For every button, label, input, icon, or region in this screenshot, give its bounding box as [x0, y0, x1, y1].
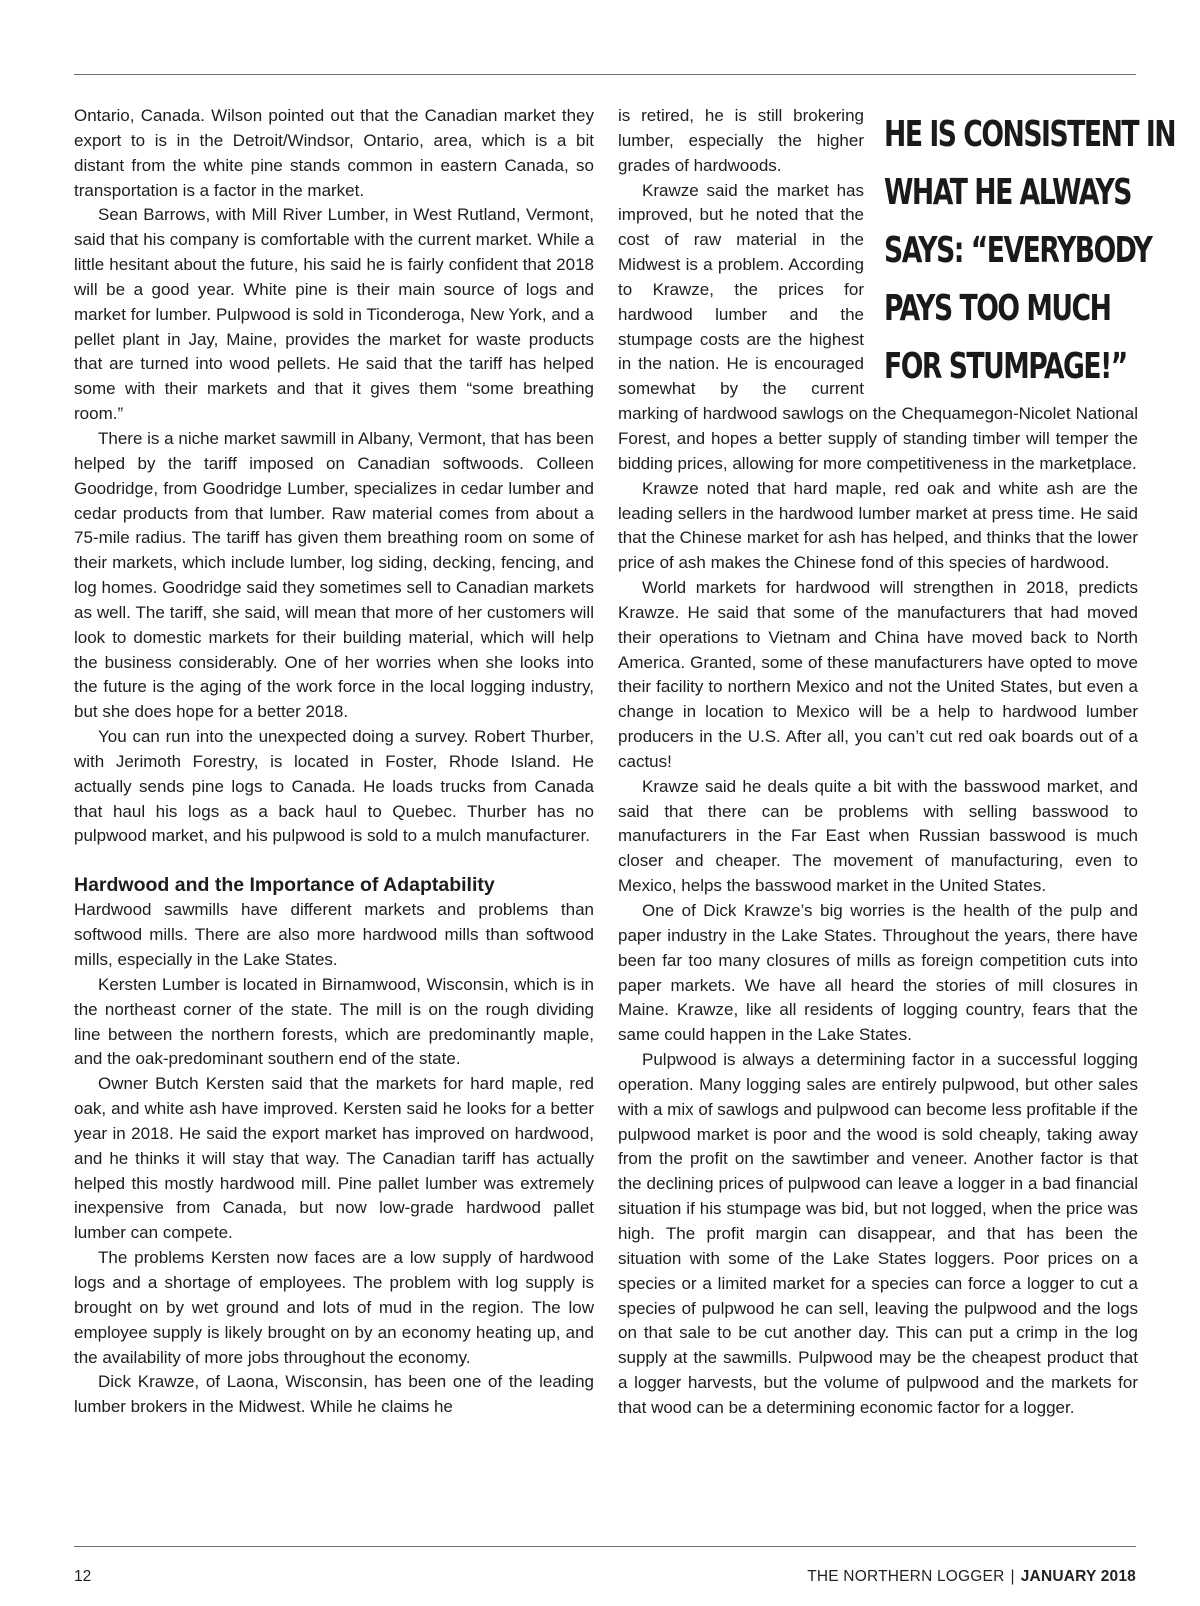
body-paragraph: Kersten Lumber is located in Birnamwood, Wisconsin, which is in the northeast corner of the state. The mill is on the rough dividing line between the northern forests, which are predominantly maple, and the oak-predominant southern end of the state. [74, 974, 594, 1069]
body-paragraph: One of Dick Krawze’s big worries is the health of the pulp and paper industry in the Lake States. Throughout the years, there have been far too many closures of mills as foreign competition cuts into paper markets. We have all heard the stories of mill closures in Maine. Krawze, like all residents of logging country, fears that the same could happen in the Lake States. [618, 901, 1138, 1045]
pull-quote-line: PAYS TOO MUCH [884, 288, 1111, 329]
right-column [618, 104, 1176, 1421]
running-footer [807, 1568, 1136, 1586]
pull-quote-line: SAYS: “EVERYBODY [884, 230, 1152, 271]
body-paragraph: Sean Barrows, with Mill River Lumber, in West Rutland, Vermont, said that his company is comfortable with the current market. While a little hesitant about the future, his said he is fairly confident that 2018 will be a good year. White pine is their main source of logs and market for lumber. Pulpwood is sold in Ticonderoga, New York, and a pellet plant in Jay, Maine, provides the market for waste products that are turned into wood pellets. He said that the tariff has helped some with their markets and that it gives them “some breathing room.” [74, 205, 594, 424]
page-number: 12 [74, 1568, 92, 1585]
body-paragraph: Pulpwood is always a determining factor in a successful logging operation. Many logging sales are entirely pulpwood, but other sales with a mix of sawlogs and pulpwood can become less profitable if the pulpwood market is poor and the wood is sold cheaply, taking away from the profit on the sawtimber and veneer. Another factor is that the declining prices of pulpwood can leave a logger in a bad financial situation if his stumpage was bid, but not logged, when the price was high. The profit margin can disappear, and that has been the situation with some of the Lake States loggers. Poor prices on a species or a limited market for a species can force a logger to cut a species of pulpwood he can sell, leaving the pulpwood and the logs on that sale to be cut another day. This can put a crimp in the log supply at the sawmills. Pulpwood may be the cheapest product that a logger harvests, but the volume of pulpwood and the markets for that wood can be a determining economic factor for a logger. [618, 1050, 1138, 1417]
body-paragraph: Krawze noted that hard maple, red oak and white ash are the leading sellers in the hardwood lumber market at press time. He said that the Chinese market for ash has helped, and thinks that the lower price of ash makes the Chinese fond of this species of hardwood. [618, 478, 1138, 573]
body-paragraph: is retired, he is still brokering lumber, especially the higher grades of hardwoods. [618, 106, 864, 175]
issue-date: JANUARY 2018 [1020, 1568, 1136, 1585]
body-paragraph: Owner Butch Kersten said that the markets for hard maple, red oak, and white ash have improved. Kersten said he looks for a better year in 2018. He said the export market has improved on hardwood, and he thinks it will stay that way. The Canadian tariff has actually helped this mostly hardwood mill. Pine pallet lumber was extremely inexpensive from Canada, but now low-grade hardwood pallet lumber can compete. [74, 1074, 594, 1243]
body-paragraph: There is a niche market sawmill in Albany, Vermont, that has been helped by the tariff imposed on Canadian softwoods. Colleen Goodridge, from Goodridge Lumber, specializes in cedar lumber and cedar products from that lumber. Raw material comes from about a 75-mile radius. The tariff has given them breathing room on some of their markets, which include lumber, log siding, decking, fencing, and log homes. Goodridge said they sometimes sell to Canadian markets as well. The tariff, she said, will mean that more of her customers will look to domestic markets for their building material, which will help the business considerably. One of her worries when she looks into the future is the aging of the work force in the local logging industry, but she does hope for a better 2018. [74, 428, 594, 722]
pull-quote-line: FOR STUMPAGE!” [884, 346, 1127, 387]
left-column [74, 104, 594, 1420]
pull-quote-line: WHAT HE ALWAYS [884, 172, 1131, 213]
body-paragraph: Hardwood sawmills have different markets and problems than softwood mills. There are also more hardwood mills than softwood mills, especially in the Lake States. [74, 900, 594, 969]
body-paragraph: The problems Kersten now faces are a low supply of hardwood logs and a shortage of employees. The problem with log supply is brought on by wet ground and lots of mud in the region. The low employee supply is likely brought on by an economy heating up, and the availability of more jobs throughout the economy. [74, 1248, 594, 1367]
body-paragraph: Ontario, Canada. Wilson pointed out that the Canadian market they export to is in the Detroit/Windsor, Ontario, area, which is a bit distant from the white pine stands common in eastern Canada, so transportation is a factor in the market. [74, 106, 594, 200]
bottom-rule [74, 1546, 1136, 1547]
body-paragraph: Dick Krawze, of Laona, Wisconsin, has been one of the leading lumber brokers in the Midwest. While he claims he [74, 1372, 594, 1417]
body-paragraph: World markets for hardwood will strengthen in 2018, predicts Krawze. He said that some of the manufacturers that had moved their operations to Vietnam and China have moved back to North America. Granted, some of these manufacturers have opted to move their facility to northern Mexico and not the United States, but even a change in location to Mexico will be a help to hardwood lumber producers in the U.S. After all, you can’t cut red oak boards out of a cactus! [618, 578, 1138, 771]
body-paragraph: Krawze said he deals quite a bit with the basswood market, and said that there can be problems with selling basswood to manufacturers in the Far East when Russian basswood is much closer and cheaper. The movement of manufacturing, even to Mexico, helps the basswood market in the United States. [618, 776, 1138, 896]
body-paragraph: You can run into the unexpected doing a survey. Robert Thurber, with Jerimoth Forestry, is located in Foster, Rhode Island. He actually sends pine logs to Canada. He loads trucks from Canada that haul his logs as a back haul to Quebec. Thurber has no pulpwood market, and his pulpwood is sold to a mulch manufacturer. [74, 727, 594, 846]
pull-quote [884, 106, 1176, 394]
top-rule [74, 74, 1136, 75]
body-paragraph: Krawze said the market has improved, but he noted that the cost of raw material in the Midwest is a problem. According to Krawze, the prices for hardwood lumber and the stumpage costs are the highest in the nation. He is encouraged somewhat by the current marking of hardwood sawlogs on the Chequamegon-Nicolet National Forest, and hopes a better supply of standing timber will temper the bidding prices, allowing for more competitiveness in the marketplace. [618, 180, 1138, 473]
publication-name: THE NORTHERN LOGGER [807, 1568, 1005, 1585]
section-subhead: Hardwood and the Importance of Adaptability [74, 874, 495, 897]
footer-separator: | [1010, 1568, 1015, 1585]
pull-quote-line: HE IS CONSISTENT IN [884, 114, 1176, 155]
